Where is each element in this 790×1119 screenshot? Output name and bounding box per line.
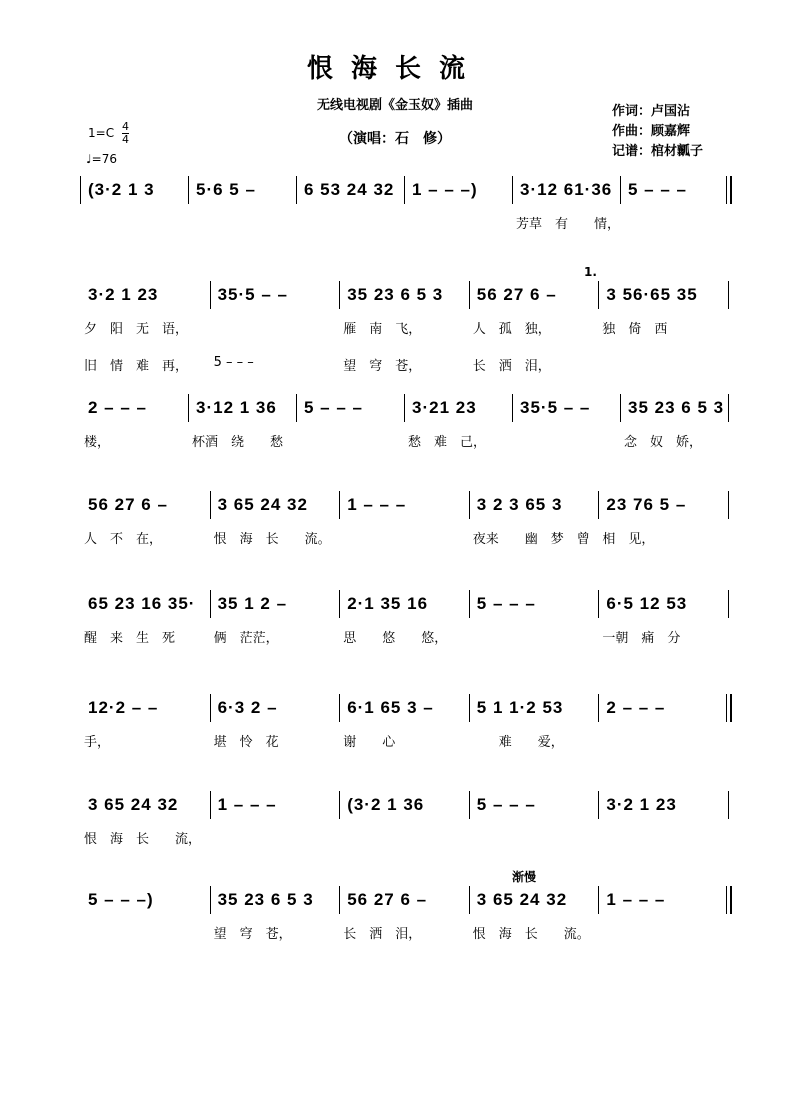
bar-line	[339, 491, 340, 519]
lyric-line: 长 洒 泪，	[343, 927, 422, 942]
bar-line	[339, 694, 340, 722]
bar-line	[620, 394, 621, 422]
bar-line	[598, 886, 599, 914]
bar-line	[210, 491, 211, 519]
measure-notes: 56 27 6 –	[476, 285, 557, 304]
lyric-line: 一朝 痛 分	[602, 631, 681, 646]
lyric-line: 俩 茫茫，	[213, 631, 279, 646]
measure-notes: 1 – – –	[606, 890, 666, 909]
composer-credit: 作曲：顾嘉辉	[612, 124, 691, 139]
bar-line	[728, 791, 729, 819]
bar-line	[469, 491, 470, 519]
measure-notes: 5 – – –	[304, 398, 363, 417]
lyric-line: 楼，	[84, 435, 111, 450]
bar-line	[188, 394, 189, 422]
lyric-line-second-verse: 5 – – –	[213, 355, 254, 370]
bar-line	[80, 176, 81, 204]
measure-notes: 35 23 6 5 3	[628, 398, 725, 417]
lyricist-credit: 作词：卢国沾	[612, 104, 691, 119]
measure-notes: 6·1 65 3 –	[347, 698, 434, 717]
measure-notes: 3 65 24 32	[476, 890, 568, 909]
measure-notes: 2 – – –	[88, 398, 147, 417]
bar-line	[469, 281, 470, 309]
measure-notes: 6·5 12 53	[606, 594, 688, 613]
bar-line	[210, 281, 211, 309]
bar-line	[620, 176, 621, 204]
bar-line	[728, 281, 729, 309]
lyric-line: 醒 来 生 死	[84, 631, 176, 646]
bar-line	[726, 694, 732, 722]
measure-notes: 3 65 24 32	[217, 495, 308, 514]
measure-notes: 5 1 1·2 53	[476, 698, 564, 717]
measure-notes: 5·6 5 –	[196, 180, 256, 199]
tempo-marking: ♩=76	[86, 152, 117, 166]
bar-line	[598, 491, 599, 519]
measure-notes: 5 – – –	[476, 594, 536, 613]
lyric-line: 恨 海 长 流。	[472, 927, 590, 942]
measure-notes: 35·5 – –	[217, 285, 288, 304]
lyric-line: 杯酒 绕 愁	[192, 435, 284, 450]
bar-line	[598, 694, 599, 722]
bar-line	[339, 281, 340, 309]
bar-line	[339, 886, 340, 914]
song-subtitle: 无线电视剧《金玉奴》插曲	[316, 98, 473, 113]
bar-line	[728, 590, 729, 618]
bar-line	[210, 590, 211, 618]
song-title: 恨海长流	[306, 54, 483, 84]
measure-notes: 35 23 6 5 3	[347, 285, 444, 304]
measure-notes: 3·12 1 36	[196, 398, 277, 417]
lyric-line-second-verse: 长 洒 泪，	[472, 359, 551, 374]
measure-notes: 3 56·65 35	[606, 285, 698, 304]
measure-notes: 2·1 35 16	[347, 594, 429, 613]
bar-line	[598, 791, 599, 819]
lyric-line: 望 穹 苍，	[213, 927, 292, 942]
measure-notes: 5 – – –)	[88, 890, 154, 909]
lyric-line: 雁 南 飞，	[343, 322, 422, 337]
measure-notes: 3 65 24 32	[88, 795, 179, 814]
lyric-line: 谢 心	[343, 735, 396, 750]
lyric-line: 愁 难 己，	[408, 435, 487, 450]
lyric-line: 夜来 幽 梦 曾	[472, 532, 590, 547]
lyric-line: 恨 海 长 流，	[84, 832, 202, 847]
volta-marking: 1.	[584, 265, 597, 279]
bar-line	[469, 694, 470, 722]
lyric-line: 人 不 在，	[84, 532, 163, 547]
measure-notes: 65 23 16 35·	[88, 594, 196, 613]
measure-notes: 56 27 6 –	[88, 495, 168, 514]
measure-notes: 1 – – –	[347, 495, 407, 514]
bar-line	[210, 791, 211, 819]
measure-notes: 35 1 2 –	[217, 594, 288, 613]
bar-line	[726, 176, 732, 204]
bar-line	[188, 176, 189, 204]
measure-notes: 5 – – –	[628, 180, 687, 199]
measure-notes: 6·3 2 –	[217, 698, 278, 717]
bar-line	[512, 176, 513, 204]
lyric-line: 手，	[84, 735, 111, 750]
measure-notes: 12·2 – –	[88, 698, 159, 717]
bar-line	[210, 886, 211, 914]
bar-line	[296, 176, 297, 204]
measure-notes: 56 27 6 –	[347, 890, 428, 909]
bar-line	[210, 694, 211, 722]
bar-line	[598, 281, 599, 309]
bar-line	[598, 590, 599, 618]
lyric-line: 独 倚 西	[602, 322, 668, 337]
bar-line	[469, 791, 470, 819]
measure-notes: 3·2 1 23	[606, 795, 677, 814]
lyric-line: 恨 海 长 流。	[213, 532, 331, 547]
bar-line	[404, 394, 405, 422]
lyric-line: 人 孤 独，	[472, 322, 551, 337]
measure-notes: 3 2 3 65 3	[476, 495, 563, 514]
lyric-line: 相 见，	[602, 532, 655, 547]
lyric-line-second-verse: 望 穹 苍，	[343, 359, 422, 374]
bar-line	[512, 394, 513, 422]
bar-line	[728, 394, 729, 422]
key-signature: 1=C	[88, 126, 115, 140]
singer-credit: （演唱：石 修）	[339, 131, 451, 147]
time-bottom: 4	[122, 133, 129, 146]
measure-notes: 3·21 23	[412, 398, 477, 417]
bar-line	[296, 394, 297, 422]
lyric-line: 夕 阳 无 语，	[84, 322, 189, 337]
measure-notes: 35·5 – –	[520, 398, 591, 417]
measure-notes: 1 – – –)	[412, 180, 478, 199]
measure-notes: (3·2 1 3	[88, 180, 155, 199]
time-top: 4	[122, 120, 129, 133]
lyric-line-second-verse: 旧 情 难 再，	[84, 359, 189, 374]
bar-line	[404, 176, 405, 204]
measure-notes: 3·2 1 23	[88, 285, 159, 304]
bar-line	[728, 491, 729, 519]
measure-notes: 5 – – –	[476, 795, 536, 814]
bar-line	[469, 590, 470, 618]
bar-line	[339, 791, 340, 819]
transcriber-credit: 记谱：棺材瓤子	[612, 144, 704, 159]
lyric-line: 芳草 有 情，	[516, 217, 621, 232]
measure-notes: 23 76 5 –	[606, 495, 687, 514]
bar-line	[339, 590, 340, 618]
bar-line	[726, 886, 732, 914]
measure-notes: 6 53 24 32	[304, 180, 395, 199]
lyric-line: 念 奴 娇，	[624, 435, 703, 450]
measure-notes: 2 – – –	[606, 698, 666, 717]
lyric-line: 堪 怜 花	[213, 735, 279, 750]
ritardando-marking: 渐慢	[512, 870, 537, 884]
lyric-line: 思 悠 悠，	[343, 631, 448, 646]
bar-line	[469, 886, 470, 914]
measure-notes: 35 23 6 5 3	[217, 890, 314, 909]
measure-notes: (3·2 1 36	[347, 795, 425, 814]
lyric-line: 难 爱，	[472, 735, 564, 750]
measure-notes: 1 – – –	[217, 795, 277, 814]
measure-notes: 3·12 61·36	[520, 180, 613, 199]
